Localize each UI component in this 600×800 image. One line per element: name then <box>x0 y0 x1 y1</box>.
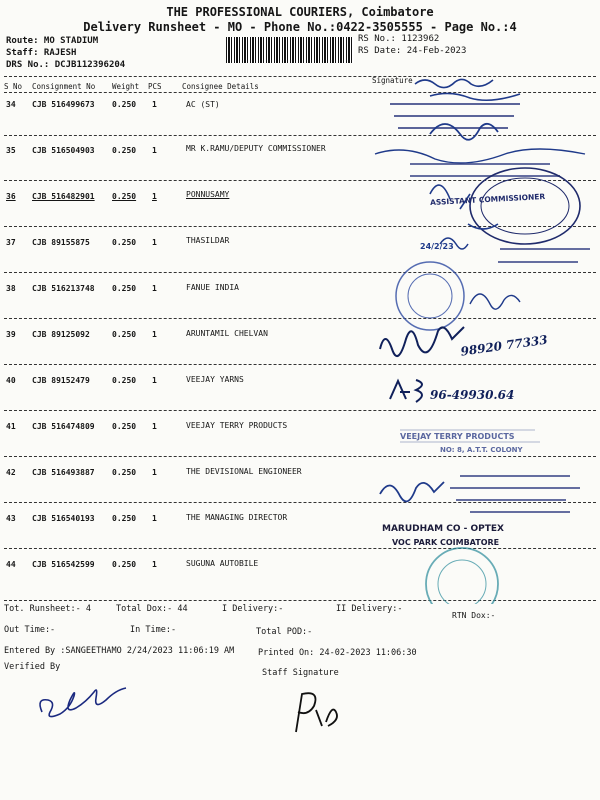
row-sno: 40 <box>6 376 16 385</box>
row-sno: 38 <box>6 284 16 293</box>
row-pcs: 1 <box>152 100 157 109</box>
stamp-marudham: MARUDHAM CO - OPTEX <box>382 524 504 534</box>
row-consignee: PONNUSAMY <box>186 190 230 199</box>
row-weight: 0.250 <box>112 238 137 247</box>
total-runsheet: Tot. Runsheet:- 4 <box>4 604 91 614</box>
row-pcs: 1 <box>152 468 157 477</box>
row-pcs: 1 <box>152 238 157 247</box>
row-sno: 41 <box>6 422 16 431</box>
in-time: In Time:- <box>130 625 177 635</box>
document-subtitle: Delivery Runsheet - MO - Phone No.:0422-3505555 - Page No.:4 <box>83 20 517 34</box>
verified-by-signature <box>30 670 140 730</box>
row-consignment: CJB 89152479 <box>32 376 90 385</box>
col-consignment: Consignment No <box>32 82 96 91</box>
row-consignment: CJB 516540193 <box>32 514 95 523</box>
row-sno: 36 <box>6 192 16 201</box>
row-consignment: CJB 516213748 <box>32 284 95 293</box>
row-consignee: MR K.RAMU/DEPUTY COMMISSIONER <box>186 144 326 153</box>
handwritten-phone-1: 98920 77333 <box>459 332 549 359</box>
out-time: Out Time:- <box>4 625 56 635</box>
row-consignee: FANUE INDIA <box>186 283 239 292</box>
rtn-dox-label: RTN Dox:- <box>452 611 496 620</box>
handwritten-date: 24/2/23 <box>420 242 454 251</box>
col-consignee: Consignee Details <box>182 82 259 91</box>
verified-by-label: Verified By <box>4 662 61 672</box>
stamp-voc-park: VOC PARK COIMBATORE <box>392 538 500 547</box>
row-weight: 0.250 <box>112 468 137 477</box>
row-sno: 39 <box>6 330 16 339</box>
stamp-veejay-address: NO: 8, A.T.T. COLONY <box>440 446 523 454</box>
row-sno: 37 <box>6 238 16 247</box>
row-consignment: CJB 516504903 <box>32 146 95 155</box>
row-pcs: 1 <box>152 284 157 293</box>
row-weight: 0.250 <box>112 376 137 385</box>
row-weight: 0.250 <box>112 560 137 569</box>
ii-delivery: II Delivery:- <box>336 604 403 614</box>
row-consignee: AC (ST) <box>186 100 220 109</box>
row-sno: 34 <box>6 100 16 109</box>
total-dox: Total Dox:- 44 <box>116 604 188 614</box>
row-sno: 42 <box>6 468 16 477</box>
row-weight: 0.250 <box>112 514 137 523</box>
row-consignment: CJB 516482901 <box>32 192 95 201</box>
row-sno: 35 <box>6 146 16 155</box>
row-consignment: CJB 89155875 <box>32 238 90 247</box>
row-pcs: 1 <box>152 330 157 339</box>
stamp-veejay-terry: VEEJAY TERRY PRODUCTS <box>400 432 515 441</box>
row-weight: 0.250 <box>112 330 137 339</box>
row-consignee: VEEJAY YARNS <box>186 375 244 384</box>
row-pcs: 1 <box>152 146 157 155</box>
row-weight: 0.250 <box>112 422 137 431</box>
col-pcs: PCS <box>148 82 162 91</box>
row-consignee: THE MANAGING DIRECTOR <box>186 513 288 522</box>
row-pcs: 1 <box>152 560 157 569</box>
barcode <box>226 37 354 63</box>
row-consignment: CJB 516474809 <box>32 422 95 431</box>
row-consignee: THE DEVISIONAL ENGIONEER <box>186 467 302 476</box>
row-consignment: CJB 516499673 <box>32 100 95 109</box>
i-delivery: I Delivery:- <box>222 604 284 614</box>
row-weight: 0.250 <box>112 146 137 155</box>
row-pcs: 1 <box>152 376 157 385</box>
row-consignee: SUGUNA AUTOBILE <box>186 559 259 568</box>
row-pcs: 1 <box>152 422 157 431</box>
col-weight: Weight <box>112 82 140 91</box>
drs-number: DRS No.: DCJB112396204 <box>6 60 126 70</box>
row-pcs: 1 <box>152 192 157 201</box>
row-consignment: CJB 516542599 <box>32 560 95 569</box>
printed-on: Printed On: 24-02-2023 11:06:30 <box>258 648 417 658</box>
handwritten-phone-2: 96-49930.64 <box>430 388 515 402</box>
row-sno: 43 <box>6 514 16 523</box>
row-weight: 0.250 <box>112 192 137 201</box>
row-pcs: 1 <box>152 514 157 523</box>
stamp-assistant-commissioner: ASSISTANT COMMISSIONER <box>429 191 546 208</box>
row-consignee: VEEJAY TERRY PRODUCTS <box>186 421 288 430</box>
route-label: Route: MO STADIUM <box>6 36 99 46</box>
row-weight: 0.250 <box>112 284 137 293</box>
row-consignee: THASILDAR <box>186 236 230 245</box>
row-sno: 44 <box>6 560 16 569</box>
row-consignee: ARUNTAMIL CHELVAN <box>186 329 268 338</box>
entered-by: Entered By :SANGEETHAMO 2/24/2023 11:06:19 AM <box>4 646 235 656</box>
rs-date: RS Date: 24-Feb-2023 <box>358 46 467 56</box>
col-sno: S No <box>4 82 23 91</box>
document-title: THE PROFESSIONAL COURIERS, Coimbatore <box>166 5 434 19</box>
col-signature: Signature <box>372 76 413 85</box>
row-consignment: CJB 89125092 <box>32 330 90 339</box>
rs-number: RS No.: 1123962 <box>358 34 440 44</box>
total-pod: Total POD:- <box>256 627 313 637</box>
staff-label: Staff: RAJESH <box>6 48 77 58</box>
row-consignment: CJB 516493887 <box>32 468 95 477</box>
staff-signature-mark <box>282 682 352 742</box>
staff-signature-label: Staff Signature <box>262 668 339 678</box>
row-weight: 0.250 <box>112 100 137 109</box>
